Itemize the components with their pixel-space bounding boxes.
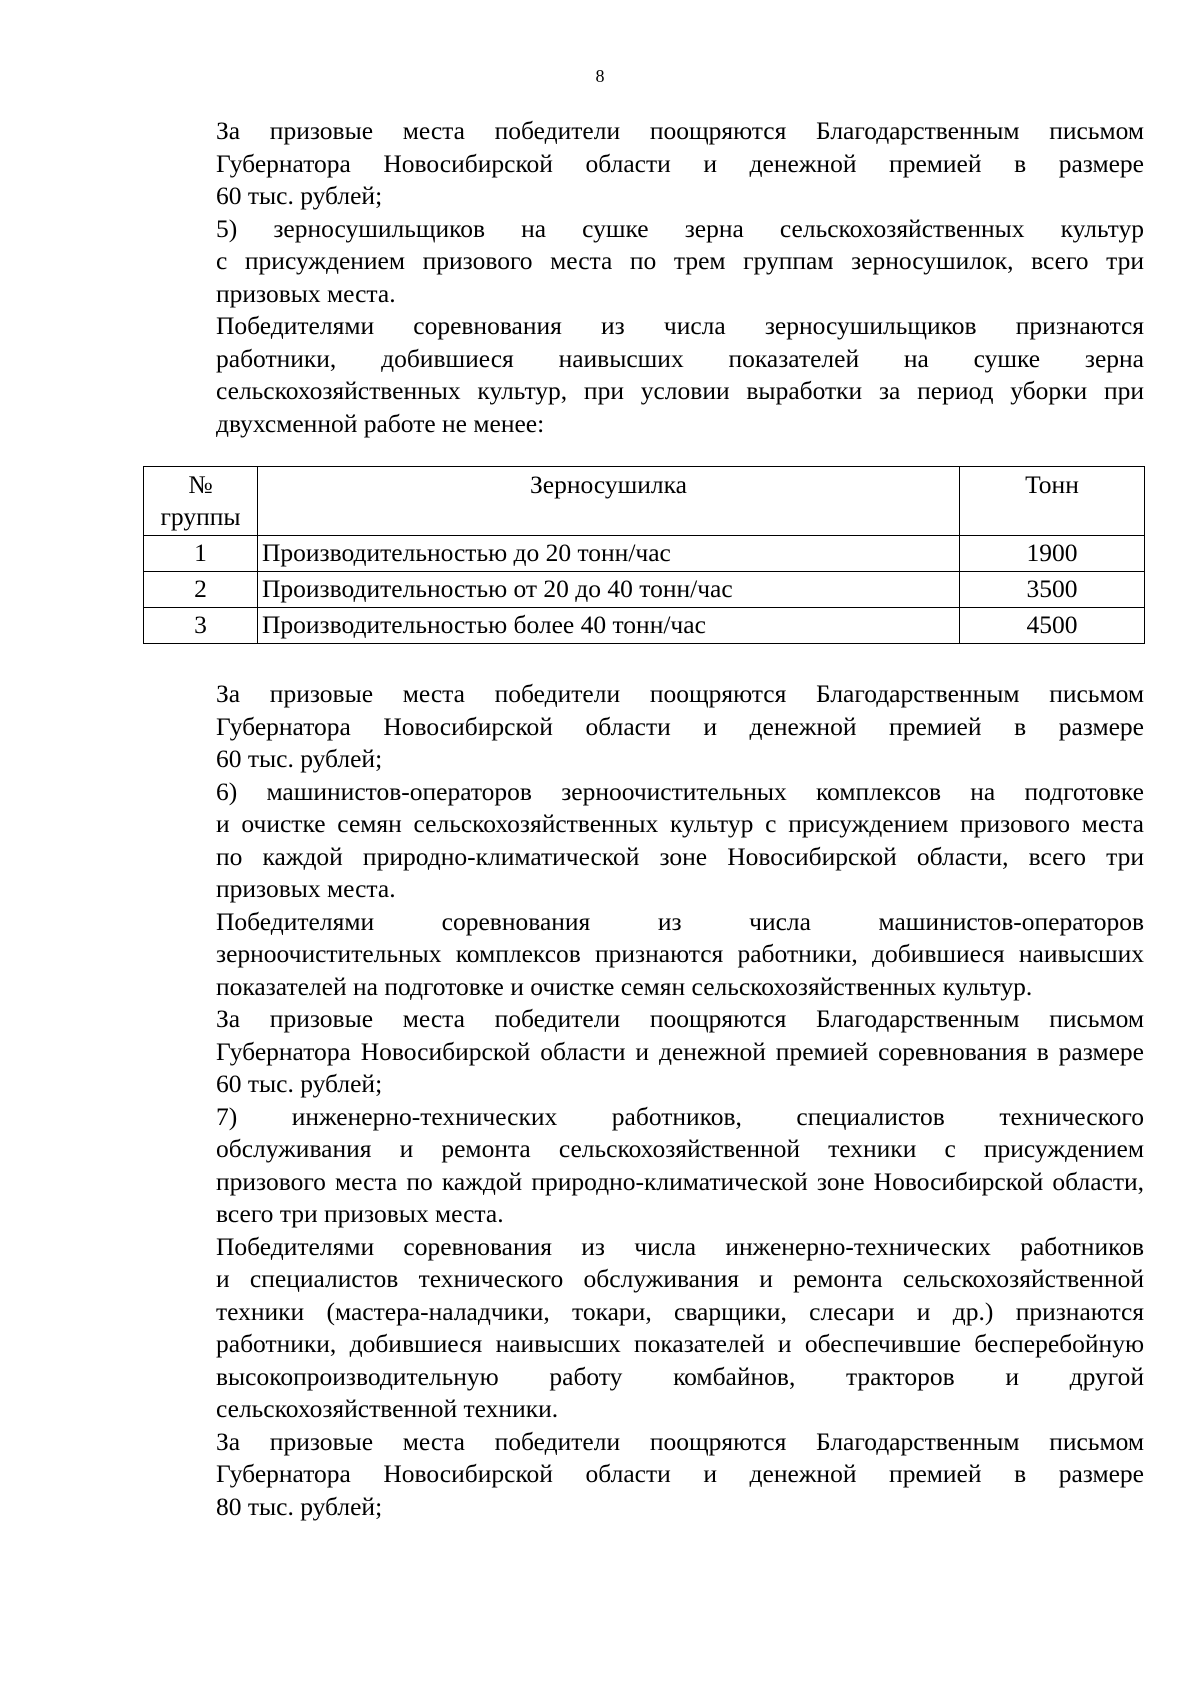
- text-line: сельскохозяйственных культур, при условии выработки за период уборки при: [216, 376, 1144, 405]
- text-line: работники, добившиеся наивысших показателей на сушке зерна: [216, 343, 1144, 373]
- cell-dryer-name: Производительностью более 40 тонн/час: [258, 608, 960, 644]
- text-line: Победителями соревнования из числа машинистов-операторов: [216, 906, 1144, 936]
- paragraph: [144, 213, 1144, 311]
- header-group-number: № группы: [144, 467, 258, 536]
- paragraph: [144, 678, 1144, 776]
- page-number: 8: [595, 66, 605, 86]
- text-line: За призовые места победители поощряются Благодарственным письмом: [216, 679, 1144, 708]
- text-line: по каждой природно-климатической зоне Новосибирской области, всего три: [216, 841, 1144, 871]
- paragraph: [144, 1101, 1144, 1231]
- text-line: 6) машинистов-операторов зерноочистительных комплексов на подготовке: [216, 776, 1144, 806]
- text-line: с присуждением призового места по трем группам зерносушилок, всего три: [216, 246, 1144, 275]
- text-line: всего три призовых места.: [216, 1199, 504, 1228]
- text-line: зерноочистительных комплексов признаются работники, добившиеся наивысших: [216, 939, 1144, 968]
- text-line: двухсменной работе не менее:: [216, 408, 545, 438]
- cell-group-number: 1: [144, 536, 258, 572]
- text-line: высокопроизводительную работу комбайнов, тракторов и другой: [216, 1361, 1144, 1391]
- text-line: 60 тыс. рублей;: [216, 181, 383, 210]
- cell-tons: 1900: [960, 536, 1145, 572]
- header-tons: Тонн: [960, 467, 1145, 536]
- cell-tons: 4500: [960, 608, 1145, 644]
- cell-dryer-name: Производительностью от 20 до 40 тонн/час: [258, 572, 960, 608]
- text-line: техники (мастера-наладчики, токари, сварщики, слесари и др.) признаются: [216, 1296, 1144, 1326]
- table-row: [144, 572, 1145, 608]
- paragraph: [144, 115, 1144, 213]
- paragraph: [144, 1426, 1144, 1524]
- text-line: работники, добившиеся наивысших показателей и обеспечившие бесперебойную: [216, 1329, 1144, 1358]
- document-body: [144, 115, 1144, 1523]
- text-line: и очистке семян сельскохозяйственных культур с присуждением призового места: [216, 809, 1144, 838]
- text-line: сельскохозяйственной техники.: [216, 1394, 559, 1423]
- text-line: призовых места.: [216, 874, 396, 903]
- section-before-table: [144, 115, 1144, 440]
- text-line: призовых места.: [216, 278, 396, 308]
- cell-group-number: 2: [144, 572, 258, 608]
- paragraph: [144, 776, 1144, 906]
- cell-group-number: 3: [144, 608, 258, 644]
- dryer-table-block: [144, 466, 1144, 644]
- cell-dryer-name: Производительностью до 20 тонн/час: [258, 536, 960, 572]
- text-line: Победителями соревнования из числа инженерно-технических работников: [216, 1231, 1144, 1261]
- paragraph: [144, 906, 1144, 1004]
- text-line: 60 тыс. рублей;: [216, 744, 383, 773]
- text-line: Победителями соревнования из числа зерносушильщиков признаются: [216, 311, 1144, 340]
- paragraph: [144, 310, 1144, 440]
- text-line: обслуживания и ремонта сельскохозяйственной техники с присуждением: [216, 1134, 1144, 1163]
- text-line: 60 тыс. рублей;: [216, 1069, 383, 1098]
- paragraph: [144, 1003, 1144, 1101]
- text-line: Губернатора Новосибирской области и денежной премией в размере: [216, 711, 1144, 741]
- text-line: 7) инженерно-технических работников, специалистов технического: [216, 1101, 1144, 1131]
- text-line: За призовые места победители поощряются Благодарственным письмом: [216, 116, 1144, 145]
- paragraph: [144, 1231, 1144, 1426]
- text-line: Губернатора Новосибирской области и денежной премией в размере: [216, 1459, 1144, 1488]
- section-after-table: [144, 678, 1144, 1523]
- table-body: [144, 536, 1145, 644]
- text-line: показателей на подготовке и очистке семян сельскохозяйственных культур.: [216, 971, 1033, 1001]
- header-dryer: Зерносушилка: [258, 467, 960, 536]
- text-line: и специалистов технического обслуживания и ремонта сельскохозяйственной: [216, 1264, 1144, 1293]
- text-line: 5) зерносушильщиков на сушке зерна сельскохозяйственных культур: [216, 213, 1144, 243]
- text-line: За призовые места победители поощряются Благодарственным письмом: [216, 1004, 1144, 1033]
- text-line: Губернатора Новосибирской области и денежной премией соревнования в размере: [216, 1036, 1144, 1066]
- text-line: 80 тыс. рублей;: [216, 1491, 383, 1521]
- table-row: [144, 536, 1145, 572]
- text-line: Губернатора Новосибирской области и денежной премией в размере: [216, 148, 1144, 178]
- text-line: призового места по каждой природно-климатической зоне Новосибирской области,: [216, 1166, 1144, 1196]
- table-header-row: [144, 467, 1145, 536]
- text-line: За призовые места победители поощряются Благодарственным письмом: [216, 1426, 1144, 1456]
- cell-tons: 3500: [960, 572, 1145, 608]
- table-row: [144, 608, 1145, 644]
- grain-dryer-table: [143, 466, 1145, 644]
